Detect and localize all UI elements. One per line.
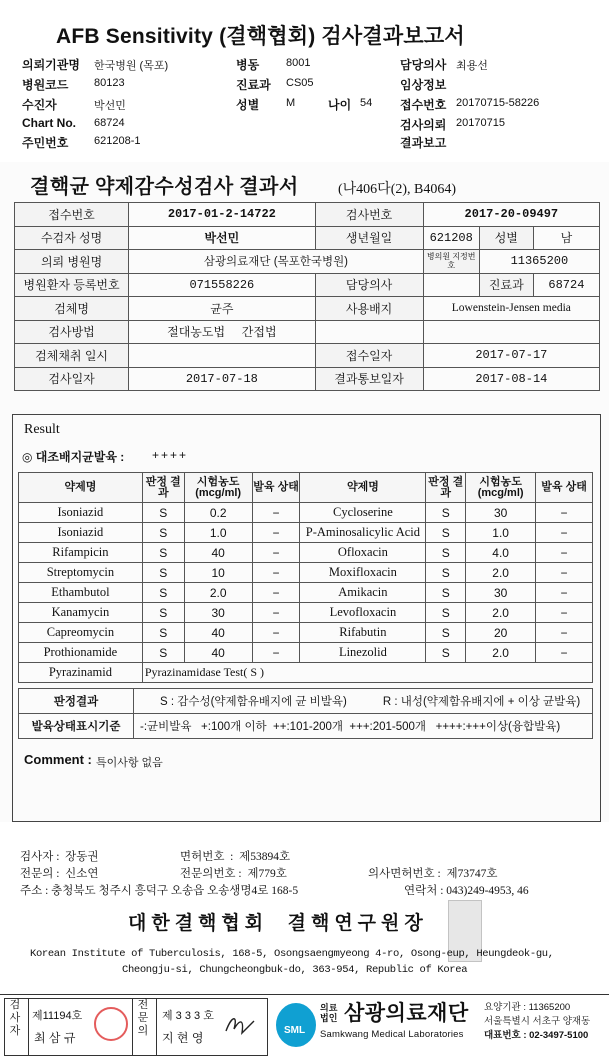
- field-label: 주민번호: [22, 136, 69, 150]
- drug-name: Cycloserine: [300, 503, 426, 523]
- drug-result: S: [426, 563, 466, 583]
- field-value: 20170715: [456, 117, 505, 129]
- cell: 병원환자 등록번호: [15, 273, 129, 297]
- drug-name: Ofloxacin: [300, 543, 426, 563]
- col-growth: 발육 상태: [536, 473, 593, 503]
- drug-name: Prothionamide: [19, 643, 143, 663]
- field-value: 621208-1: [94, 135, 141, 147]
- cell: 수검자 성명: [15, 226, 129, 250]
- cell: 결과통보일자: [315, 367, 423, 391]
- field-label: 임상정보: [400, 78, 447, 92]
- cell: [423, 273, 479, 297]
- judge-label: 판정결과: [19, 689, 134, 714]
- pza-name: Pyrazinamid: [19, 663, 143, 683]
- col-conc: 시험농도 (mcg/ml): [466, 473, 536, 503]
- cell: 621208: [423, 226, 479, 250]
- drug-conc: 40: [184, 643, 252, 663]
- col-judge: 판정 결과: [426, 473, 466, 503]
- table-header-row: [19, 473, 593, 503]
- field-value: 최용선: [456, 60, 488, 72]
- cell: 071558226: [129, 273, 315, 297]
- table-row: [15, 273, 600, 297]
- table-row: [15, 320, 600, 344]
- drug-conc: 2.0: [466, 603, 536, 623]
- drug-result: S: [426, 603, 466, 623]
- cell: 접수번호: [15, 203, 129, 227]
- table-row: [19, 623, 593, 643]
- field-label: 검사의뢰: [400, 118, 447, 132]
- drug-result: S: [142, 523, 184, 543]
- drug-name: Streptomycin: [19, 563, 143, 583]
- drug-growth: −: [536, 523, 593, 543]
- cell: Lowenstein-Jensen media: [423, 297, 599, 321]
- drug-growth: −: [536, 603, 593, 623]
- table-row: [19, 563, 593, 583]
- field-value: 80123: [94, 77, 125, 89]
- cell: [129, 320, 315, 344]
- patient-info-table: [14, 202, 600, 391]
- org-address: 서울특별시 서초구 양재동: [484, 1016, 591, 1027]
- cell: [315, 320, 423, 344]
- table-row: [19, 663, 593, 683]
- field-label: 의뢰기관명: [22, 58, 80, 72]
- field-label: 접수번호: [400, 98, 447, 112]
- legend-table: [18, 688, 593, 739]
- field-label: 수진자: [22, 98, 57, 112]
- cell: 사용배지: [315, 297, 423, 321]
- drug-name: Kanamycin: [19, 603, 143, 623]
- table-row: [19, 543, 593, 563]
- drug-growth: −: [536, 503, 593, 523]
- drug-name: P-Aminosalicylic Acid: [300, 523, 426, 543]
- cell: 균주: [129, 297, 315, 321]
- institute-en-2: Cheongju-si, Chungcheongbuk-do, 363-954, Republic of Korea: [122, 964, 468, 976]
- field-value: 68724: [94, 117, 125, 129]
- examiner-box-label: 검사자: [9, 999, 21, 1037]
- table-row: [19, 689, 593, 714]
- drug-result: S: [142, 603, 184, 623]
- field-value: CS05: [286, 77, 314, 89]
- drug-growth: −: [252, 603, 300, 623]
- field-value: 20170715-58226: [456, 97, 540, 109]
- drug-name: Moxifloxacin: [300, 563, 426, 583]
- cell: 68724: [533, 273, 599, 297]
- org-phone: 대표번호 : 02-3497-5100: [484, 1030, 589, 1041]
- field-value: 한국병원 (목포): [94, 60, 169, 72]
- cell: 담당의사: [315, 273, 423, 297]
- cell: 삼광의료재단 (목포한국병원): [129, 250, 423, 274]
- examiner: 검사자 : 장동권: [20, 851, 99, 863]
- drug-growth: −: [252, 503, 300, 523]
- cell: 검체명: [15, 297, 129, 321]
- sml-text: SML: [284, 1025, 306, 1036]
- org-code: 요양기관 : 11365200: [484, 1002, 571, 1013]
- drug-name: Isoniazid: [19, 523, 143, 543]
- drug-growth: −: [252, 523, 300, 543]
- org-prefix: 의료법인: [320, 1003, 338, 1023]
- drug-result: S: [142, 563, 184, 583]
- org-name: 삼광의료재단: [344, 1002, 469, 1025]
- cell: 2017-07-18: [129, 367, 315, 391]
- drug-name: Rifampicin: [19, 543, 143, 563]
- table-row: [15, 250, 600, 274]
- drug-table: [18, 472, 593, 683]
- specialist-no: 전문의번호 : 제779호: [180, 868, 287, 880]
- field-label: 진료과: [236, 78, 271, 92]
- report-code: (나406다(2), B4064): [338, 182, 457, 197]
- drug-name: Capreomycin: [19, 623, 143, 643]
- cell: 진료과: [479, 273, 533, 297]
- institute-en-1: Korean Institute of Tuberculosis, 168-5, Osongsaengmyeong 4-ro, Osong-eup, Heungdeok-gu,: [30, 948, 554, 960]
- table-row: [15, 203, 600, 227]
- cell: 검체채취 일시: [15, 344, 129, 368]
- field-label: Chart No.: [22, 116, 76, 130]
- field-label: 성별: [236, 98, 260, 112]
- org-en: Samkwang Medical Laboratories: [320, 1029, 464, 1040]
- report-heading: 결핵균 약제감수성검사 결과서: [30, 176, 299, 198]
- cell: [134, 689, 593, 714]
- specialist-box-label: 전문의: [137, 999, 149, 1037]
- address: 주소 : 충청북도 청주시 흥덕구 오송읍 오송생명4로 168-5: [20, 885, 299, 897]
- drug-name: Linezolid: [300, 643, 426, 663]
- doctor-license: 의사면허번호 : 제73747호: [368, 868, 498, 880]
- drug-name: Ethambutol: [19, 583, 143, 603]
- drug-conc: 30: [466, 503, 536, 523]
- drug-growth: −: [252, 643, 300, 663]
- drug-name: Levofloxacin: [300, 603, 426, 623]
- drug-conc: 20: [466, 623, 536, 643]
- table-row: [15, 226, 600, 250]
- control-value: ++++: [152, 448, 189, 462]
- examiner-no: 제11194호: [32, 1010, 83, 1022]
- cell: 11365200: [479, 250, 599, 274]
- institute-kr: 대한결핵협회 결핵연구원장: [128, 913, 428, 934]
- drug-result: S: [426, 623, 466, 643]
- cell: 의뢰 병원명: [15, 250, 129, 274]
- examiner-name: 최 삼 규: [34, 1031, 76, 1045]
- growth-text: -:균비발육 +:100개 이하 ++:101-200개 +++:201-500개 ++++:+++이상(융합발육): [134, 714, 593, 739]
- report-title: AFB Sensitivity (결핵협회) 검사결과보고서: [56, 25, 465, 48]
- table-row: [15, 297, 600, 321]
- license: 면허번호 : 제53894호: [180, 851, 291, 863]
- drug-result: S: [426, 503, 466, 523]
- field-label: 결과보고: [400, 136, 447, 150]
- drug-growth: −: [536, 623, 593, 643]
- drug-growth: −: [536, 563, 593, 583]
- method-2: 간접법: [241, 325, 277, 340]
- drug-conc: 30: [184, 603, 252, 623]
- drug-conc: 1.0: [184, 523, 252, 543]
- drug-conc: 40: [184, 543, 252, 563]
- s-text: S : 감수성(약제함유배지에 균 비발육): [160, 696, 347, 708]
- drug-result: S: [142, 503, 184, 523]
- col-judge: 판정 결과: [142, 473, 184, 503]
- drug-result: S: [426, 583, 466, 603]
- cell: 병의원 지정번호: [423, 250, 479, 274]
- drug-result: S: [426, 643, 466, 663]
- method-1: 절대농도법: [167, 325, 226, 340]
- table-row: [19, 503, 593, 523]
- drug-growth: −: [536, 543, 593, 563]
- specialist-no: 제 3 3 3 호: [162, 1010, 214, 1022]
- field-label: 담당의사: [400, 58, 447, 72]
- cell: 성별: [479, 226, 533, 250]
- drug-growth: −: [252, 543, 300, 563]
- specialist: 전문의 : 신소연: [20, 868, 99, 880]
- drug-result: S: [142, 583, 184, 603]
- drug-result: S: [142, 543, 184, 563]
- table-row: [19, 523, 593, 543]
- r-text: R : 내성(약제함유배지에 + 이상 균발육): [382, 696, 581, 708]
- cell: 생년월일: [315, 226, 423, 250]
- drug-conc: 2.0: [466, 643, 536, 663]
- signature-icon: [222, 1011, 258, 1039]
- col-drug: 약제명: [300, 473, 426, 503]
- col-conc: 시험농도 (mcg/ml): [184, 473, 252, 503]
- cell: 박선민: [129, 226, 315, 250]
- drug-conc: 10: [184, 563, 252, 583]
- cell: [129, 344, 315, 368]
- red-seal: [94, 1007, 128, 1041]
- field-label: 나이: [328, 98, 352, 112]
- field-value: 8001: [286, 57, 311, 69]
- drug-conc: 30: [466, 583, 536, 603]
- drug-result: S: [426, 523, 466, 543]
- comment-label: Comment :: [24, 752, 92, 767]
- drug-growth: −: [252, 563, 300, 583]
- drug-result: S: [142, 623, 184, 643]
- drug-growth: −: [252, 623, 300, 643]
- field-value: 박선민: [94, 100, 126, 112]
- cell: 검사방법: [15, 320, 129, 344]
- pza-value: Pyrazinamidase Test( S ): [142, 663, 592, 683]
- field-label: 병동: [236, 58, 260, 72]
- drug-conc: 2.0: [184, 583, 252, 603]
- drug-conc: 0.2: [184, 503, 252, 523]
- cell: 남: [533, 226, 599, 250]
- signature-bar: [0, 994, 609, 1061]
- drug-name: Isoniazid: [19, 503, 143, 523]
- drug-result: S: [426, 543, 466, 563]
- drug-growth: −: [536, 643, 593, 663]
- table-row: [19, 643, 593, 663]
- control-label: ◎ 대조배지균발육 :: [22, 450, 125, 464]
- table-row: [15, 344, 600, 368]
- comment: 특이사항 없음: [96, 757, 163, 769]
- growth-label: 발육상태표시기준: [19, 714, 134, 739]
- cell: 2017-07-17: [423, 344, 599, 368]
- cell: 접수일자: [315, 344, 423, 368]
- cell: 2017-08-14: [423, 367, 599, 391]
- contact: 연락처 : 043)249-4953, 46: [404, 885, 529, 897]
- drug-growth: −: [252, 583, 300, 603]
- table-row: [15, 367, 600, 391]
- drug-conc: 4.0: [466, 543, 536, 563]
- col-drug: 약제명: [19, 473, 143, 503]
- col-growth: 발육 상태: [252, 473, 300, 503]
- drug-conc: 1.0: [466, 523, 536, 543]
- drug-growth: −: [536, 583, 593, 603]
- table-row: [19, 603, 593, 623]
- cell: 검사일자: [15, 367, 129, 391]
- drug-result: S: [142, 643, 184, 663]
- cell: 2017-01-2-14722: [129, 203, 315, 227]
- table-row: [19, 583, 593, 603]
- drug-conc: 40: [184, 623, 252, 643]
- specialist-name: 지 현 영: [162, 1031, 204, 1045]
- drug-name: Rifabutin: [300, 623, 426, 643]
- cell: 검사번호: [315, 203, 423, 227]
- field-label: 병원코드: [22, 78, 69, 92]
- field-value: 54: [360, 97, 373, 109]
- result-label: Result: [24, 422, 60, 437]
- drug-conc: 2.0: [466, 563, 536, 583]
- field-value: M: [286, 97, 296, 109]
- cell: [423, 320, 599, 344]
- table-row: [19, 714, 593, 739]
- drug-name: Amikacin: [300, 583, 426, 603]
- cell: 2017-20-09497: [423, 203, 599, 227]
